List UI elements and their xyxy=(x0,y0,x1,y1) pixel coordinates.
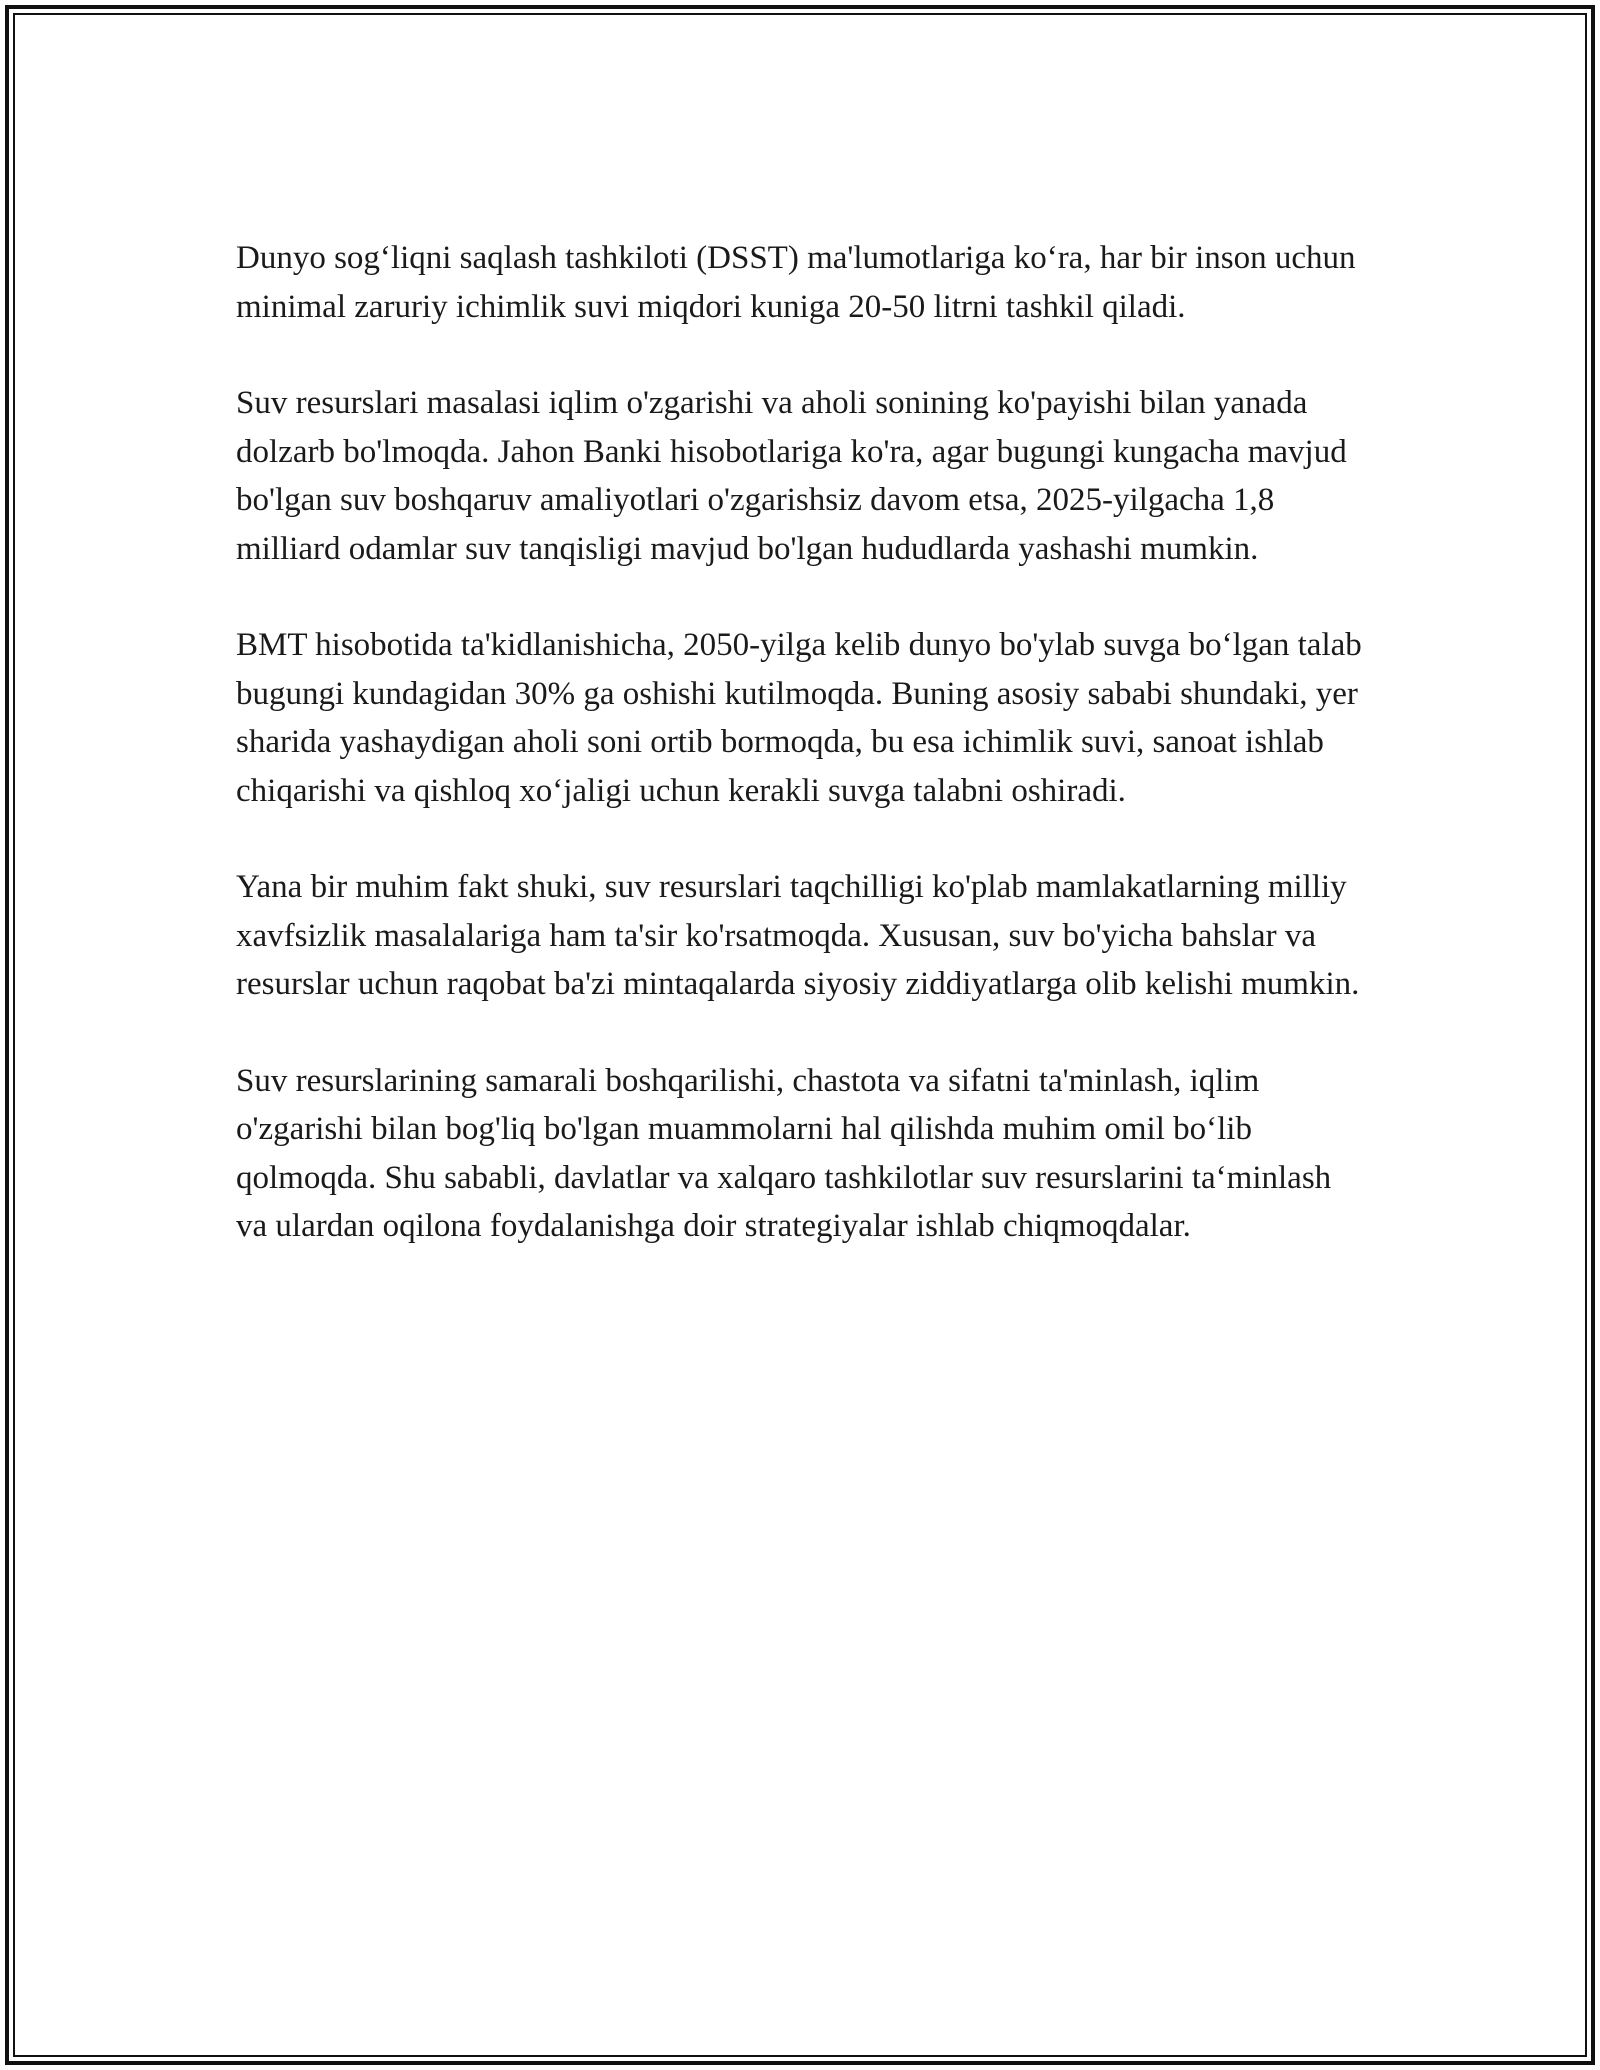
paragraph-un-water-demand: BMT hisobotida ta'kidlanishicha, 2050-yilga kelib dunyo bo'ylab suvga bo‘lgan talab bugungi kundagidan 30% ga oshishi kutilmoqda. Buning asosiy sababi shundaki, yer sharida yashaydigan aholi soni ortib bormoqda, bu esa ichimlik suvi, sanoat ishlab chiqarishi va qishloq xo‘jaligi uchun kerakli suvga talabni oshiradi. xyxy=(236,627,1362,809)
paragraph-water-management: Suv resurslarining samarali boshqarilishi, chastota va sifatni ta'minlash, iqlim o'zgarishi bilan bog'liq bo'lgan muammolarni hal qilishda muhim omil bo‘lib qolmoqda. Shu sababli, davlatlar va xalqaro tashkilotlar suv resurslarini ta‘minlash va ulardan oqilona foydalanishga doir strategiyalar ishlab chiqmoqdalar. xyxy=(236,1062,1332,1244)
document-body xyxy=(236,234,1366,1299)
paragraph-who-water-minimum: Dunyo sog‘liqni saqlash tashkiloti (DSST) ma'lumotlariga ko‘ra, har bir inson uchun minimal zaruriy ichimlik suvi miqdori kuniga 20-50 litrni tashkil qiladi. xyxy=(236,240,1356,325)
paragraph-national-security: Yana bir muhim fakt shuki, suv resurslari taqchilligi ko'plab mamlakatlarning milliy xavfsizlik masalalariga ham ta'sir ko'rsatmoqda. Xususan, suv bo'yicha bahslar va resurslar uchun raqobat ba'zi mintaqalarda siyosiy ziddiyatlarga olib kelishi mumkin. xyxy=(236,869,1360,1002)
paragraph-water-resources-climate: Suv resurslari masalasi iqlim o'zgarishi va aholi sonining ko'payishi bilan yanada dolzarb bo'lmoqda. Jahon Banki hisobotlariga ko'ra, agar bugungi kungacha mavjud bo'lgan suv boshqaruv amaliyotlari o'zgarishsiz davom etsa, 2025-yilgacha 1,8 milliard odamlar suv tanqisligi mavjud bo'lgan hududlarda yashashi mumkin. xyxy=(236,385,1347,567)
